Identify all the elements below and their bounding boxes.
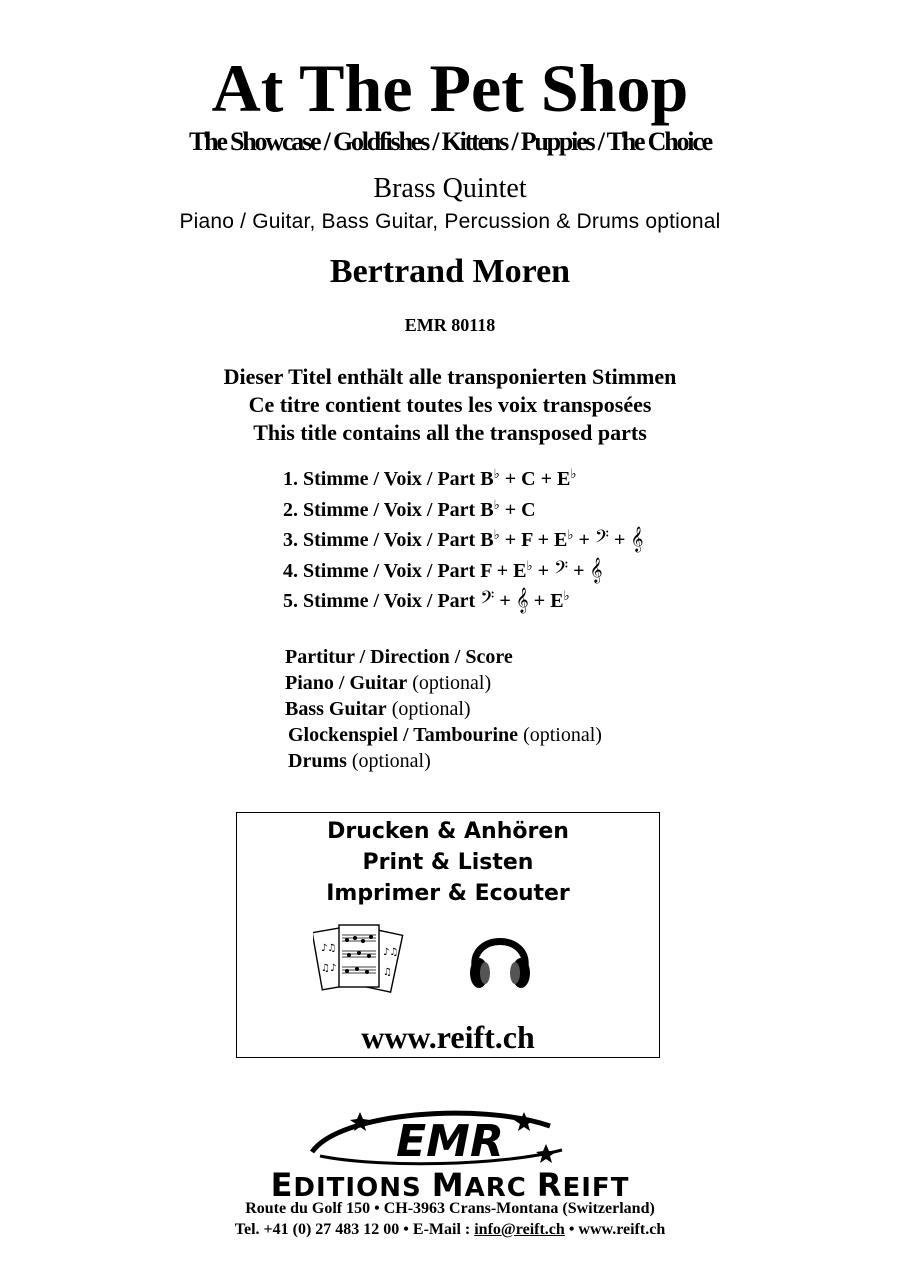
part-3: [283, 525, 643, 556]
extra-bass-guitar: Bass Guitar (optional): [285, 698, 471, 720]
note-german: Dieser Titel enthält alle transponierten Stimmen: [223, 364, 677, 389]
promo-line-french: Imprimer & Ecouter: [326, 881, 570, 906]
part-1: [283, 464, 643, 495]
treble-clef-icon: 𝄞: [589, 557, 603, 583]
flat-icon: ♭: [570, 466, 577, 481]
composer: Bertrand Moren: [329, 253, 571, 290]
key-b: B: [480, 529, 494, 551]
treble-clef-icon: 𝄞: [630, 527, 644, 552]
key-e: E: [550, 590, 564, 612]
bass-clef-icon: 𝄢: [594, 527, 610, 552]
plus: +: [491, 559, 514, 582]
plus: +: [499, 468, 522, 490]
email-link[interactable]: info@reift.ch: [474, 1221, 565, 1238]
plus: +: [532, 529, 554, 551]
flat-icon: ♭: [567, 527, 574, 542]
plus: +: [499, 498, 522, 521]
plus: +: [532, 559, 554, 582]
logo-text: EMR: [396, 1116, 504, 1167]
key-e: E: [554, 529, 568, 551]
key-e: E: [513, 559, 527, 582]
part-4: [283, 556, 643, 587]
svg-text:♪♫: ♪♫: [321, 943, 337, 954]
plus: +: [494, 590, 516, 612]
catalog-number: EMR 80118: [404, 315, 496, 335]
key-f: F: [480, 559, 492, 582]
key-c: C: [521, 468, 536, 490]
extra-drums: Drums (optional): [288, 750, 431, 772]
extra-score: Partitur / Direction / Score: [285, 646, 513, 668]
plus: +: [573, 529, 595, 551]
flat-icon: ♭: [526, 557, 533, 573]
sheet-music-icon: [313, 921, 413, 1001]
note-french: Ce titre contient toutes les voix transposées: [248, 392, 652, 417]
part-5-label: 5. Stimme / Voix / Part: [283, 590, 481, 612]
part-2-label: 2. Stimme / Voix / Part: [283, 498, 481, 521]
publisher-address: Route du Golf 150 • CH-3963 Crans-Montana (Switzerland): [245, 1200, 655, 1217]
note-english: This title contains all the transposed parts: [253, 420, 647, 445]
svg-text:♫: ♫: [383, 967, 392, 978]
website-link[interactable]: www.reift.ch: [361, 1019, 535, 1055]
promo-line-english: Print & Listen: [362, 850, 534, 875]
key-e: E: [556, 468, 571, 490]
part-1-label: 1. Stimme / Voix / Part: [283, 468, 481, 490]
treble-clef-icon: 𝄞: [515, 588, 529, 613]
flat-icon: ♭: [493, 496, 500, 512]
key-c: C: [521, 498, 536, 521]
part-4-label: 4. Stimme / Voix / Part: [283, 559, 481, 582]
plus: +: [499, 529, 522, 551]
promo-line-german: Drucken & Anhören: [327, 819, 569, 844]
bass-clef-icon: 𝄢: [554, 557, 569, 583]
key-b: B: [480, 468, 494, 490]
print-listen-box: [236, 812, 660, 1058]
plus: +: [528, 590, 551, 612]
svg-text:♫♪: ♫♪: [321, 963, 337, 974]
page-title: At The Pet Shop: [211, 50, 689, 126]
movement-list: The Showcase / Goldfishes / Kittens / Puppies / The Choice: [189, 127, 711, 156]
plus: +: [535, 468, 557, 490]
flat-icon: ♭: [493, 527, 500, 542]
key-f: F: [521, 529, 533, 551]
extra-glockenspiel: Glockenspiel / Tambourine (optional): [288, 724, 602, 746]
part-5: [283, 586, 643, 617]
svg-text:♪♫: ♪♫: [383, 947, 399, 958]
extra-piano-guitar: Piano / Guitar (optional): [285, 672, 492, 694]
part-3-label: 3. Stimme / Voix / Part: [283, 529, 481, 551]
ensemble: Brass Quintet: [373, 173, 527, 204]
emr-logo-icon: [300, 1108, 600, 1170]
instrumentation: Piano / Guitar, Bass Guitar, Percussion & Drums optional: [179, 210, 721, 233]
headphones-icon: [465, 921, 535, 997]
plus: +: [609, 529, 631, 551]
flat-icon: ♭: [563, 588, 570, 603]
bass-clef-icon: 𝄢: [480, 588, 495, 613]
plus: +: [568, 559, 590, 582]
publisher-contact: Tel. +41 (0) 27 483 12 00 • E-Mail : info@reift.ch • www.reift.ch: [234, 1221, 666, 1238]
extra-parts-list: [285, 644, 602, 774]
publisher-name: EDITIONS MARC REIFT: [270, 1166, 630, 1204]
key-b: B: [480, 498, 494, 521]
parts-list: [283, 464, 643, 617]
part-2: [283, 495, 643, 526]
flat-icon: ♭: [493, 466, 500, 481]
